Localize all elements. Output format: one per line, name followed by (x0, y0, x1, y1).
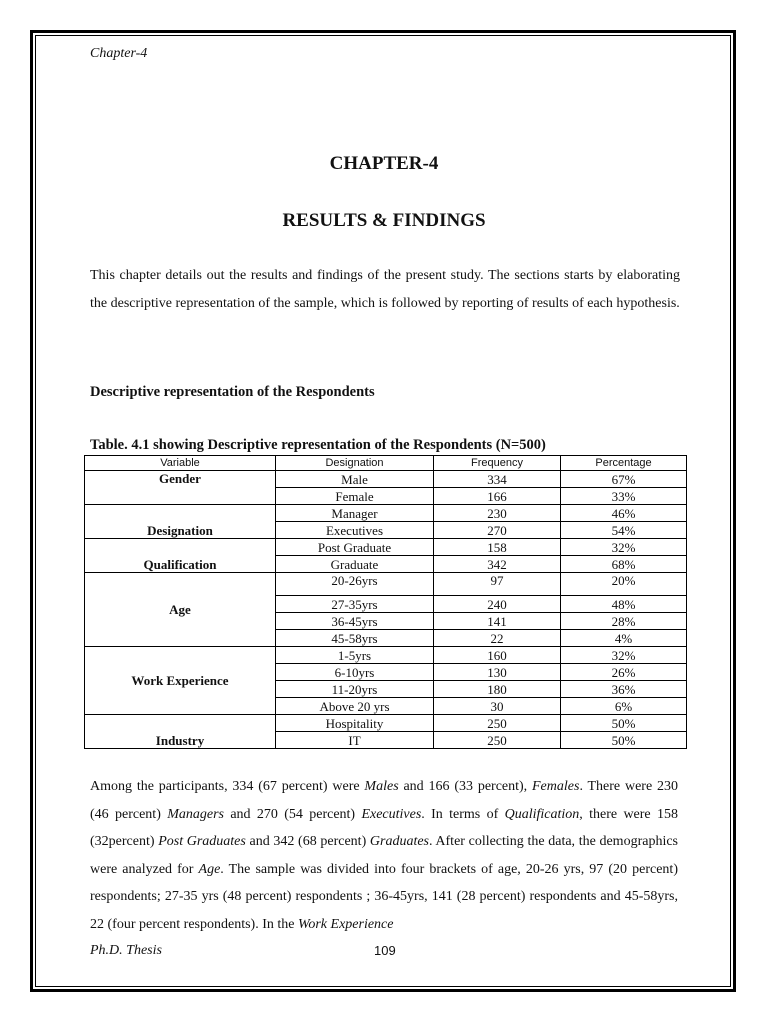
table-caption: Table. 4.1 showing Descriptive representation of the Respondents (N=500) (90, 437, 546, 453)
italic-term: Graduates (369, 834, 430, 850)
body-text (90, 773, 678, 939)
designation-cell: Graduate (276, 556, 434, 573)
designation-cell: Hospitality (276, 715, 434, 732)
text-run: . After collecting the data, the demographics were analyzed for (90, 834, 678, 877)
percentage-cell: 46% (561, 505, 687, 522)
frequency-cell: 240 (434, 596, 561, 613)
frequency-cell: 22 (434, 630, 561, 647)
variable-cell: Work Experience (85, 647, 276, 715)
percentage-cell: 50% (561, 732, 687, 749)
percentage-cell: 32% (561, 539, 687, 556)
percentage-cell: 68% (561, 556, 687, 573)
frequency-cell: 270 (434, 522, 561, 539)
frequency-cell: 334 (434, 471, 561, 488)
italic-term: Females (532, 779, 580, 794)
percentage-cell: 32% (561, 647, 687, 664)
italic-term: Males (364, 779, 399, 794)
designation-cell: Above 20 yrs (276, 698, 434, 715)
running-header: Chapter-4 (90, 46, 148, 61)
frequency-cell: 180 (434, 681, 561, 698)
table-row (85, 539, 687, 556)
chapter-title: CHAPTER-4 (329, 153, 439, 174)
text-run: and 342 (68 percent) (245, 834, 370, 850)
percentage-cell: 36% (561, 681, 687, 698)
text-run: Among the participants, 334 (67 percent) were (90, 779, 365, 794)
designation-cell: 6-10yrs (276, 664, 434, 681)
page-number: 109 (374, 943, 396, 958)
italic-term: Managers (167, 806, 224, 822)
percentage-cell: 28% (561, 613, 687, 630)
text-run: . The sample was divided into four brackets of age, 20-26 yrs, 97 (20 percent) respondents; 27-35 yrs (48 percent) respondents ; 36-45yrs, 141 (28 percent) respondents and 45-58yrs, 22 (four percent respondents). In the (90, 861, 678, 932)
header-cell: Designation (276, 456, 434, 471)
percentage-cell: 6% (561, 698, 687, 715)
italic-term: Work Experience (297, 916, 394, 932)
intro-paragraph: This chapter details out the results and findings of the present study. The sections starts by elaborating the descriptive representation of the sample, which is followed by reporting of results of each hypothesis. (90, 268, 680, 311)
text-run: . In terms of (421, 806, 505, 822)
header-cell: Frequency (434, 456, 561, 471)
frequency-cell: 250 (434, 715, 561, 732)
variable-cell: Industry (85, 715, 276, 749)
italic-term: Qualification (504, 806, 580, 822)
percentage-cell: 33% (561, 488, 687, 505)
italic-term: Post Graduates (158, 834, 246, 850)
designation-cell: 11-20yrs (276, 681, 434, 698)
table-row (85, 573, 687, 596)
text-run: , there were 158 (32percent) (90, 806, 678, 850)
table-body (85, 471, 687, 749)
section-heading: Descriptive representation of the Respondents (90, 384, 375, 400)
designation-cell: Female (276, 488, 434, 505)
respondents-table (84, 455, 687, 749)
frequency-cell: 342 (434, 556, 561, 573)
variable-cell: Designation (85, 505, 276, 539)
text-run: and 166 (33 percent), (398, 779, 532, 794)
percentage-cell: 26% (561, 664, 687, 681)
percentage-cell: 67% (561, 471, 687, 488)
frequency-cell: 166 (434, 488, 561, 505)
text-run: . There were 230 (46 percent) (90, 779, 679, 822)
italic-term: Executives (361, 806, 422, 822)
frequency-cell: 130 (434, 664, 561, 681)
frequency-cell: 97 (434, 573, 561, 596)
designation-cell: 36-45yrs (276, 613, 434, 630)
chapter-subtitle: RESULTS & FINDINGS (282, 210, 486, 231)
frequency-cell: 141 (434, 613, 561, 630)
frequency-cell: 160 (434, 647, 561, 664)
header-cell: Percentage (561, 456, 687, 471)
designation-cell: IT (276, 732, 434, 749)
percentage-cell: 4% (561, 630, 687, 647)
table-row (85, 505, 687, 522)
percentage-cell: 48% (561, 596, 687, 613)
variable-cell: Qualification (85, 539, 276, 573)
frequency-cell: 250 (434, 732, 561, 749)
designation-cell: Manager (276, 505, 434, 522)
designation-cell: Male (276, 471, 434, 488)
results-paragraph (90, 773, 678, 939)
designation-cell: 1-5yrs (276, 647, 434, 664)
designation-cell: Post Graduate (276, 539, 434, 556)
table-row (85, 471, 687, 488)
frequency-cell: 30 (434, 698, 561, 715)
text-run: and 270 (54 percent) (223, 806, 362, 822)
table-header-row (85, 456, 687, 471)
designation-cell: Executives (276, 522, 434, 539)
footer-thesis-label: Ph.D. Thesis (90, 943, 162, 958)
variable-cell: Gender (85, 471, 276, 505)
percentage-cell: 20% (561, 573, 687, 596)
percentage-cell: 50% (561, 715, 687, 732)
frequency-cell: 230 (434, 505, 561, 522)
italic-term: Age (198, 861, 221, 877)
frequency-cell: 158 (434, 539, 561, 556)
designation-cell: 20-26yrs (276, 573, 434, 596)
table-row (85, 647, 687, 664)
percentage-cell: 54% (561, 522, 687, 539)
header-cell: Variable (85, 456, 276, 471)
table-row (85, 715, 687, 732)
designation-cell: 27-35yrs (276, 596, 434, 613)
variable-cell: Age (85, 573, 276, 647)
designation-cell: 45-58yrs (276, 630, 434, 647)
